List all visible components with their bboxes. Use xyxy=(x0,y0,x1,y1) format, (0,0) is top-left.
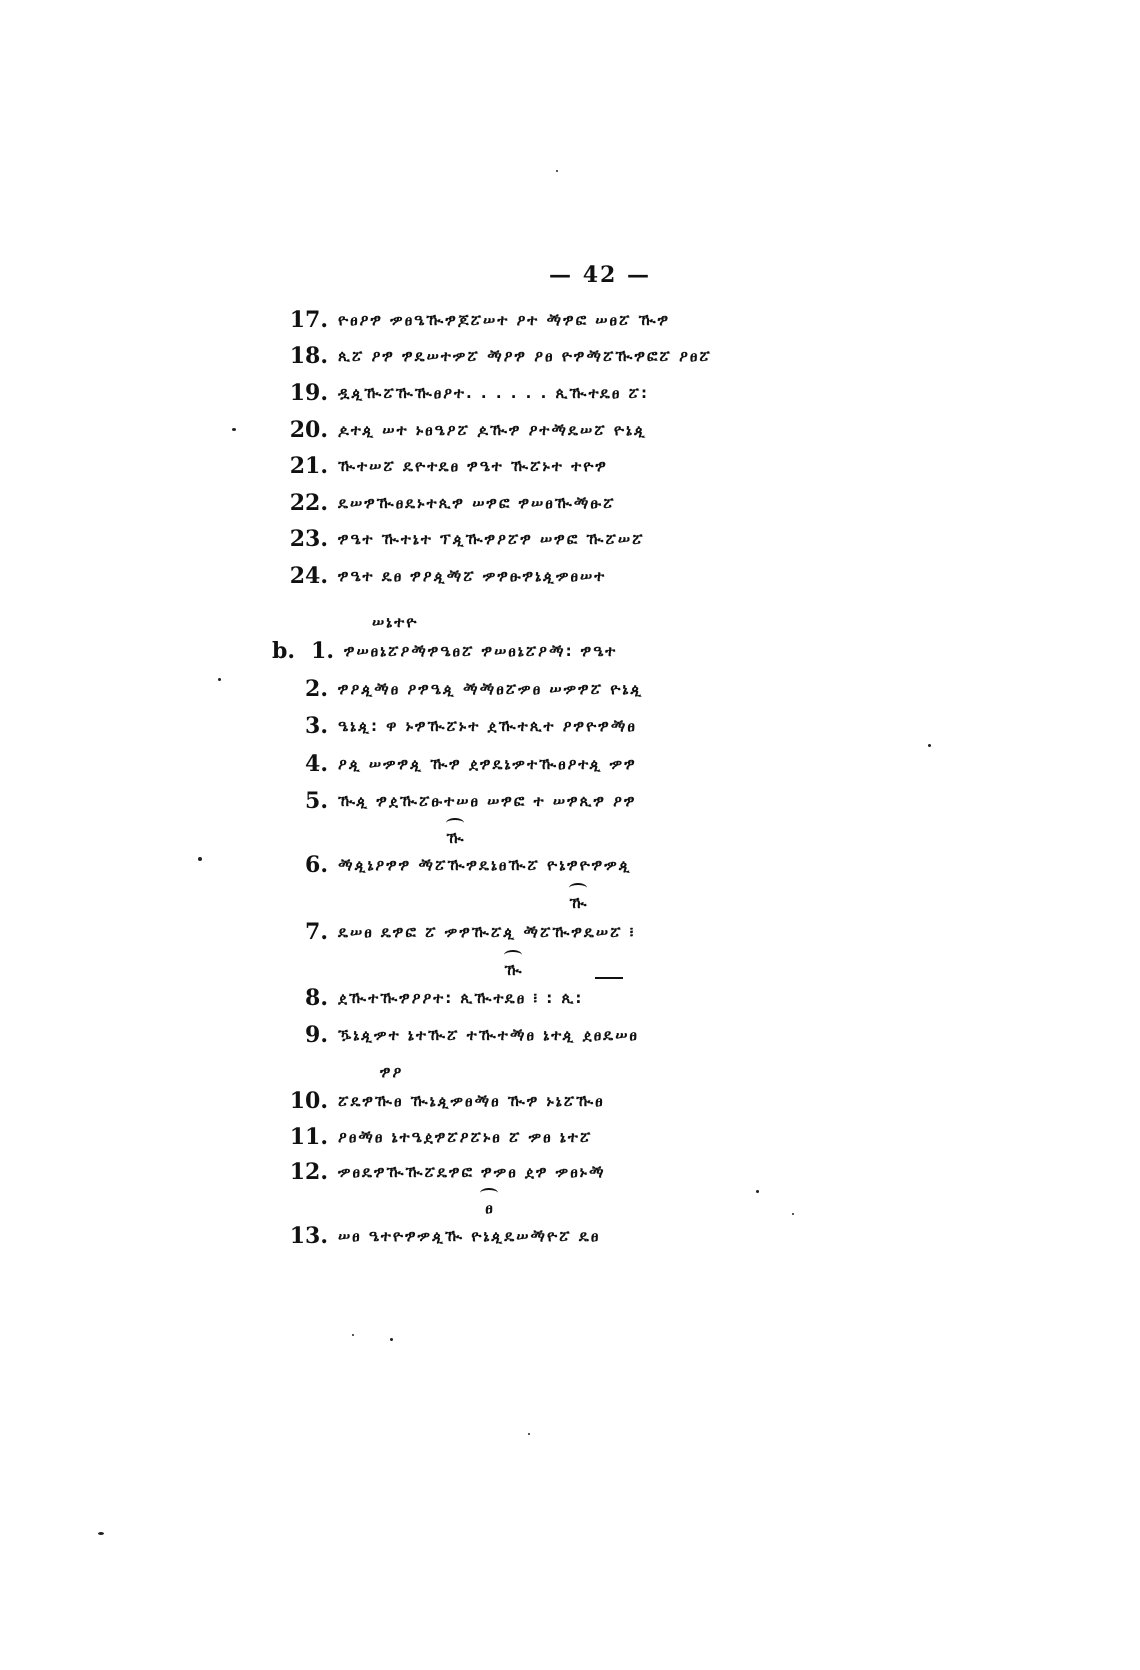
entry-number: 4. xyxy=(305,751,328,777)
entry-text: ዸዂተዂፇዖዖተ: ጲዂተዴፀ ፧ : ጲ: xyxy=(338,989,584,1007)
page-number: — 42 — xyxy=(549,262,651,288)
entry-24 xyxy=(278,561,606,591)
section-b-entry-11 xyxy=(288,1122,592,1152)
entry-text: ዴሠፇዂፀዴኑተጲፇ ሠፇፎ ፇሠፀዂፙፁፘ xyxy=(338,494,616,512)
entry-text: ዂዺ ፇዸዂፘፁተሠፀ ሠፇፎ ተ ሠፇጲፇ ዖፇ xyxy=(338,792,637,810)
section-b-entry-3 xyxy=(296,711,637,741)
entry-number: 3. xyxy=(305,713,328,739)
entry-number: 13. xyxy=(289,1223,328,1249)
diacritic-mark: ዂ xyxy=(563,883,593,912)
entry-number: 2. xyxy=(305,676,328,702)
entry-number: 5. xyxy=(305,788,328,814)
section-b-entry-5 xyxy=(296,786,636,816)
section-b-entry-9 xyxy=(296,1020,639,1050)
entry-text: ዴሠፀ ዴፇፎ ፘ ዏፇዂፘዺ ፙፘዂፇዴሠፘ ፧ xyxy=(338,923,636,941)
entry-number: 22. xyxy=(289,490,328,516)
entry-21 xyxy=(278,451,608,481)
section-b-entry-10 xyxy=(288,1086,605,1116)
entry-number: 7. xyxy=(305,919,328,945)
entry-number: 20. xyxy=(289,417,328,443)
section-b-entry-1 xyxy=(272,636,617,666)
entry-text: ፙዺኔዖፇፇ ፙፘዂፇዴኔፀዂፘ ዮኔፇዮፇዏዺ xyxy=(338,856,632,874)
scan-speck xyxy=(352,1334,354,1336)
entry-text: ፘዴፇዂፀ ዂኔዺዏፀፙፀ ዂፇ ኑኔፘዂፀ xyxy=(338,1092,605,1110)
sub-line: ፇዖ xyxy=(380,1063,404,1081)
entry-number: 18. xyxy=(289,343,328,369)
scan-speck xyxy=(98,1532,104,1535)
section-b-entry-7 xyxy=(296,917,635,947)
sub-line: ሠኔተዮ xyxy=(372,613,419,631)
scan-speck xyxy=(556,170,558,172)
entry-text: ፇዔተ ዴፀ ፇዖዺፙፘ ዏፇፁፇኔዺዏፀሠተ xyxy=(338,567,607,585)
entry-19 xyxy=(278,378,649,408)
entry-text: ዮፀዖፇ ዏፀዔዂፇጆፘሠተ ዖተ ፙፇፎ ሠፀፘ ዂፇ xyxy=(338,311,671,329)
entry-23 xyxy=(278,524,645,554)
entry-number: 10. xyxy=(289,1088,328,1114)
overline xyxy=(595,977,623,979)
section-b-entry-6 xyxy=(296,850,632,880)
entry-number: 9. xyxy=(305,1022,328,1048)
entry-text: ዷዺዂፘዂዂፀዖተ. . . . . . ጲዂተዴፀ ፘ: xyxy=(338,384,649,402)
entry-number: 6. xyxy=(305,852,328,878)
entry-text: ፇዔተ ዂተኔተ ፕዺዂፇዖፘፇ ሠፇፎ ዂፘሠፘ xyxy=(338,530,645,548)
scan-speck xyxy=(528,1433,530,1435)
entry-20 xyxy=(278,415,647,445)
entry-text: ጲፘ ዖፇ ፇዴሠተዏፘ ፙዖፇ ዖፀ ዮፇፙፘዂፇፎፘ ዖፀፘ xyxy=(338,347,712,365)
entry-number: 19. xyxy=(289,380,328,406)
entry-text: ሠፀ ዔተዮፇዏዺዂ ዮኔዺዴሠፙዮፘ ዴፀ xyxy=(338,1227,601,1245)
entry-number: 12. xyxy=(289,1159,328,1185)
section-b-entry-12 xyxy=(288,1157,606,1187)
entry-number: 11. xyxy=(289,1124,328,1150)
section-b-entry-2 xyxy=(296,674,643,704)
diacritic-mark: ፀ xyxy=(474,1188,504,1217)
entry-text: ዄኔዺዏተ ኔተዂፘ ተዂተፙፀ ኔተዺ ዸፀዴሠፀ xyxy=(338,1026,639,1044)
scan-speck xyxy=(390,1338,393,1341)
entry-text: ዏፀዴፇዂዂፘዴፇፎ ፇዏፀ ዸፇ ዏፀኑፙ xyxy=(338,1163,606,1181)
entry-text: ፇዖዺፙፀ ዖፇዔዺ ፙፙፀፘዏፀ ሠዏፇፘ ዮኔዺ xyxy=(338,680,644,698)
scan-speck xyxy=(792,1213,794,1215)
entry-number: 17. xyxy=(289,307,328,333)
entry-text: ዔኔዺ: ዋ ኑፇዂፘኑተ ዸዂተጲተ ዖፇዮፇፙፀ xyxy=(338,717,637,735)
entry-number: 24. xyxy=(289,563,328,589)
scan-speck xyxy=(218,678,221,681)
entry-number: 21. xyxy=(289,453,328,479)
entry-22 xyxy=(278,488,616,518)
entry-text: ዾተዺ ሠተ ኑፀዔዖፘ ዾዂፇ ዖተፙዴሠፘ ዮኔዺ xyxy=(338,421,647,439)
section-b-entry-13 xyxy=(288,1221,600,1251)
entry-text: ዖፀፙፀ ኔተዔዸፇፘዖፘኑፀ ፘ ዏፀ ኔተፘ xyxy=(338,1128,593,1146)
diacritic-mark: ዂ xyxy=(498,950,528,979)
scan-speck xyxy=(232,428,236,431)
section-b-entry-4 xyxy=(296,749,637,779)
entry-text: ዂተሠፘ ዴዮተዴፀ ፇዔተ ዂፘኑተ ተዮፇ xyxy=(338,457,608,475)
entry-text: ፇሠፀኔፘዖፙፇዔፀፘ ፇሠፀኔፘዖፙ: ፇዔተ xyxy=(344,642,618,660)
entry-number: 23. xyxy=(289,526,328,552)
scan-speck xyxy=(198,857,202,861)
entry-17 xyxy=(278,305,670,335)
scan-speck xyxy=(756,1190,759,1193)
scan-speck xyxy=(928,744,931,747)
entry-number: 8. xyxy=(305,985,328,1011)
section-b-entry-8 xyxy=(296,983,583,1013)
diacritic-mark: ዂ xyxy=(440,818,470,847)
entry-number: 1. xyxy=(311,638,334,664)
entry-text: ዖዺ ሠዏፇዺ ዂፇ ዸፇዴኔዏተዂፀዖተዺ ዏፇ xyxy=(338,755,637,773)
section-prefix: b. xyxy=(272,638,296,664)
entry-18 xyxy=(278,341,712,371)
